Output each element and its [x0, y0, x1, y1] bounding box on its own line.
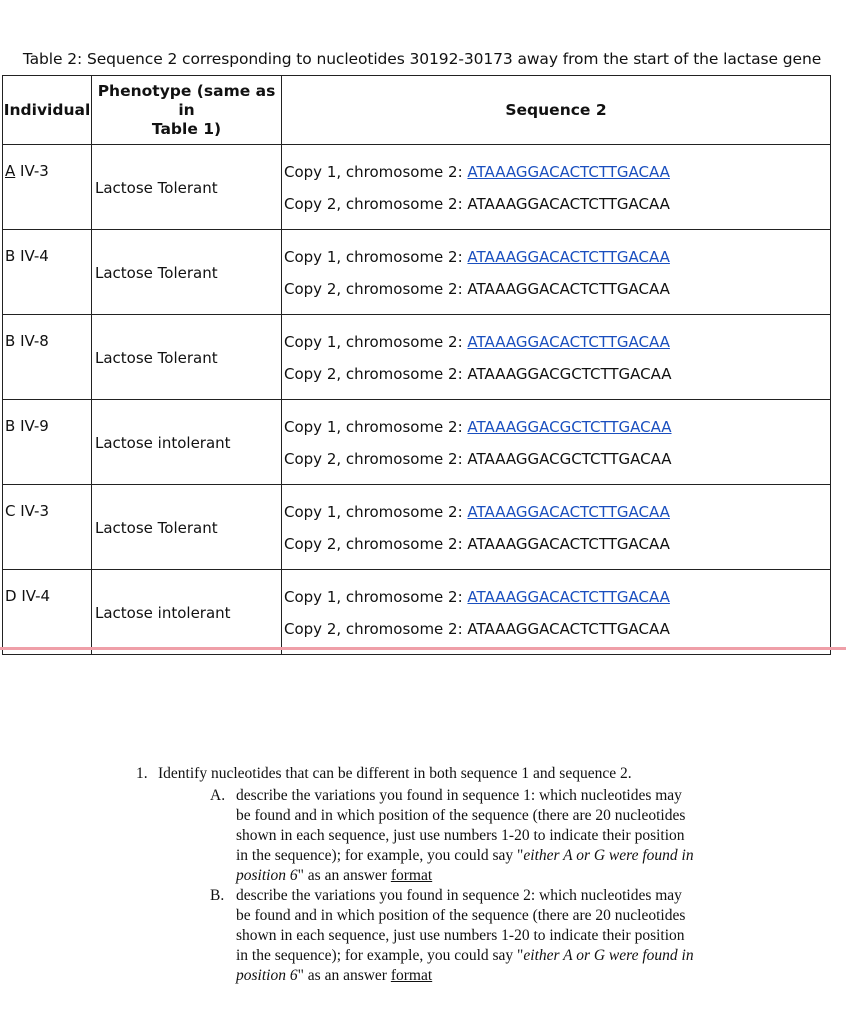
question-1a-line	[236, 846, 770, 866]
question-1b-line	[236, 946, 770, 966]
header-phenotype-line1: Phenotype (same as in	[97, 81, 276, 119]
copy-2-sequence: ATAAAGGACGCTCTTGACAA	[467, 450, 672, 468]
individual-letter: D	[5, 587, 17, 605]
phenotype-cell	[92, 145, 282, 230]
page-break-marker	[0, 647, 846, 650]
question-1a-example-prefix: in the sequence); for example, you could say "	[236, 847, 524, 864]
question-1a-label: A.	[210, 787, 226, 804]
individual-letter: A	[5, 162, 16, 180]
phenotype-cell	[92, 400, 282, 485]
header-phenotype	[92, 76, 282, 145]
question-1a	[210, 786, 770, 886]
header-individual: Individual	[3, 76, 92, 145]
phenotype-text: Lactose Tolerant	[95, 264, 218, 282]
individual-cell	[3, 570, 92, 655]
phenotype-text: Lactose Tolerant	[95, 179, 218, 197]
question-1b-line: shown in each sequence, just use numbers 1-20 to indicate their position	[236, 927, 685, 944]
copy-1-line	[284, 246, 830, 278]
copy-1-label: Copy 1, chromosome 2:	[284, 588, 468, 606]
question-1a-format-word: format	[390, 867, 433, 884]
copy-2-label: Copy 2, chromosome 2:	[284, 195, 468, 213]
individual-cell	[3, 230, 92, 315]
individual-letter: B	[5, 247, 16, 265]
sequence-cell	[282, 485, 831, 570]
question-1a-line: be found and in which position of the sequence (there are 20 nucleotides	[236, 807, 686, 824]
question-1b-line: be found and in which position of the sequence (there are 20 nucleotides	[236, 907, 686, 924]
copy-1-line	[284, 586, 830, 618]
copy-1-sequence: ATAAAGGACACTCTTGACAA	[467, 163, 670, 181]
copy-1-label: Copy 1, chromosome 2:	[284, 333, 468, 351]
question-1b-example-position: position 6	[236, 967, 298, 984]
phenotype-text: Lactose intolerant	[95, 604, 231, 622]
question-1a-example-position: position 6	[236, 867, 298, 884]
question-1a-line: describe the variations you found in sequence 1: which nucleotides may	[236, 787, 682, 804]
copy-2-label: Copy 2, chromosome 2:	[284, 620, 468, 638]
sequence-cell	[282, 145, 831, 230]
individual-generation: IV-9	[15, 417, 49, 435]
question-1b-line: describe the variations you found in sequence 2: which nucleotides may	[236, 887, 682, 904]
table-row	[3, 315, 831, 400]
individual-cell	[3, 145, 92, 230]
header-sequence: Sequence 2	[282, 76, 831, 145]
copy-2-line	[284, 533, 830, 565]
copy-2-label: Copy 2, chromosome 2:	[284, 280, 468, 298]
copy-2-sequence: ATAAAGGACACTCTTGACAA	[467, 620, 670, 638]
copy-1-sequence: ATAAAGGACACTCTTGACAA	[467, 503, 670, 521]
question-1b-label: B.	[210, 887, 225, 904]
phenotype-cell	[92, 570, 282, 655]
copy-1-label: Copy 1, chromosome 2:	[284, 503, 468, 521]
header-phenotype-line2: Table 1)	[151, 119, 222, 138]
table-caption: Table 2: Sequence 2 corresponding to nucleotides 30192-30173 away from the start of the lactase gene	[22, 50, 822, 68]
copy-1-line	[284, 331, 830, 363]
question-1b-format-word: format	[390, 967, 433, 984]
copy-1-sequence: ATAAAGGACACTCTTGACAA	[467, 588, 670, 606]
individual-letter: B	[5, 332, 16, 350]
question-1a-example-italic: either A or G were found in	[523, 847, 694, 864]
copy-2-line	[284, 363, 830, 395]
copy-2-line	[284, 193, 830, 225]
question-1b-example-prefix: in the sequence); for example, you could say "	[236, 947, 524, 964]
copy-2-line	[284, 448, 830, 480]
phenotype-text: Lactose Tolerant	[95, 349, 218, 367]
individual-generation: IV-4	[16, 587, 51, 605]
copy-1-sequence: ATAAAGGACGCTCTTGACAA	[467, 418, 672, 436]
individual-letter: C	[5, 502, 16, 520]
question-1b-example-suffix: " as an answer	[297, 967, 391, 984]
individual-generation: IV-3	[15, 502, 50, 520]
sequence-cell	[282, 230, 831, 315]
sequence-cell	[282, 400, 831, 485]
individual-cell	[3, 400, 92, 485]
phenotype-text: Lactose Tolerant	[95, 519, 218, 537]
question-1b-line	[236, 966, 770, 986]
copy-2-sequence: ATAAAGGACACTCTTGACAA	[467, 280, 670, 298]
copy-2-sequence: ATAAAGGACACTCTTGACAA	[467, 535, 670, 553]
copy-2-sequence: ATAAAGGACGCTCTTGACAA	[467, 365, 672, 383]
phenotype-cell	[92, 230, 282, 315]
copy-1-line	[284, 161, 830, 193]
copy-2-label: Copy 2, chromosome 2:	[284, 450, 468, 468]
individual-letter: B	[5, 417, 16, 435]
table-row	[3, 485, 831, 570]
copy-1-label: Copy 1, chromosome 2:	[284, 418, 468, 436]
phenotype-cell	[92, 485, 282, 570]
phenotype-cell	[92, 315, 282, 400]
copy-1-sequence: ATAAAGGACACTCTTGACAA	[467, 248, 670, 266]
individual-generation: IV-8	[15, 332, 49, 350]
copy-1-sequence: ATAAAGGACACTCTTGACAA	[467, 333, 670, 351]
sequence-table	[2, 75, 831, 655]
question-1a-line	[236, 866, 770, 886]
question-1-text: Identify nucleotides that can be different in both sequence 1 and sequence 2.	[158, 765, 632, 782]
question-1a-line: shown in each sequence, just use numbers 1-20 to indicate their position	[236, 827, 685, 844]
copy-2-label: Copy 2, chromosome 2:	[284, 365, 468, 383]
individual-cell	[3, 485, 92, 570]
phenotype-text: Lactose intolerant	[95, 434, 231, 452]
table-row	[3, 400, 831, 485]
table-header-row	[3, 76, 831, 145]
individual-generation: IV-4	[15, 247, 49, 265]
copy-2-sequence: ATAAAGGACACTCTTGACAA	[467, 195, 670, 213]
copy-1-label: Copy 1, chromosome 2:	[284, 163, 468, 181]
copy-2-line	[284, 618, 830, 650]
table-row	[3, 570, 831, 655]
question-1b-example-italic: either A or G were found in	[523, 947, 694, 964]
table-row	[3, 230, 831, 315]
table-row	[3, 145, 831, 230]
question-1b	[210, 886, 770, 986]
question-1a-example-suffix: " as an answer	[297, 867, 391, 884]
individual-generation: IV-3	[15, 162, 49, 180]
individual-cell	[3, 315, 92, 400]
copy-2-line	[284, 278, 830, 310]
copy-2-label: Copy 2, chromosome 2:	[284, 535, 468, 553]
sequence-cell	[282, 570, 831, 655]
sequence-cell	[282, 315, 831, 400]
question-1	[136, 764, 836, 784]
copy-1-line	[284, 501, 830, 533]
question-1-number: 1.	[136, 765, 148, 782]
copy-1-line	[284, 416, 830, 448]
copy-1-label: Copy 1, chromosome 2:	[284, 248, 468, 266]
